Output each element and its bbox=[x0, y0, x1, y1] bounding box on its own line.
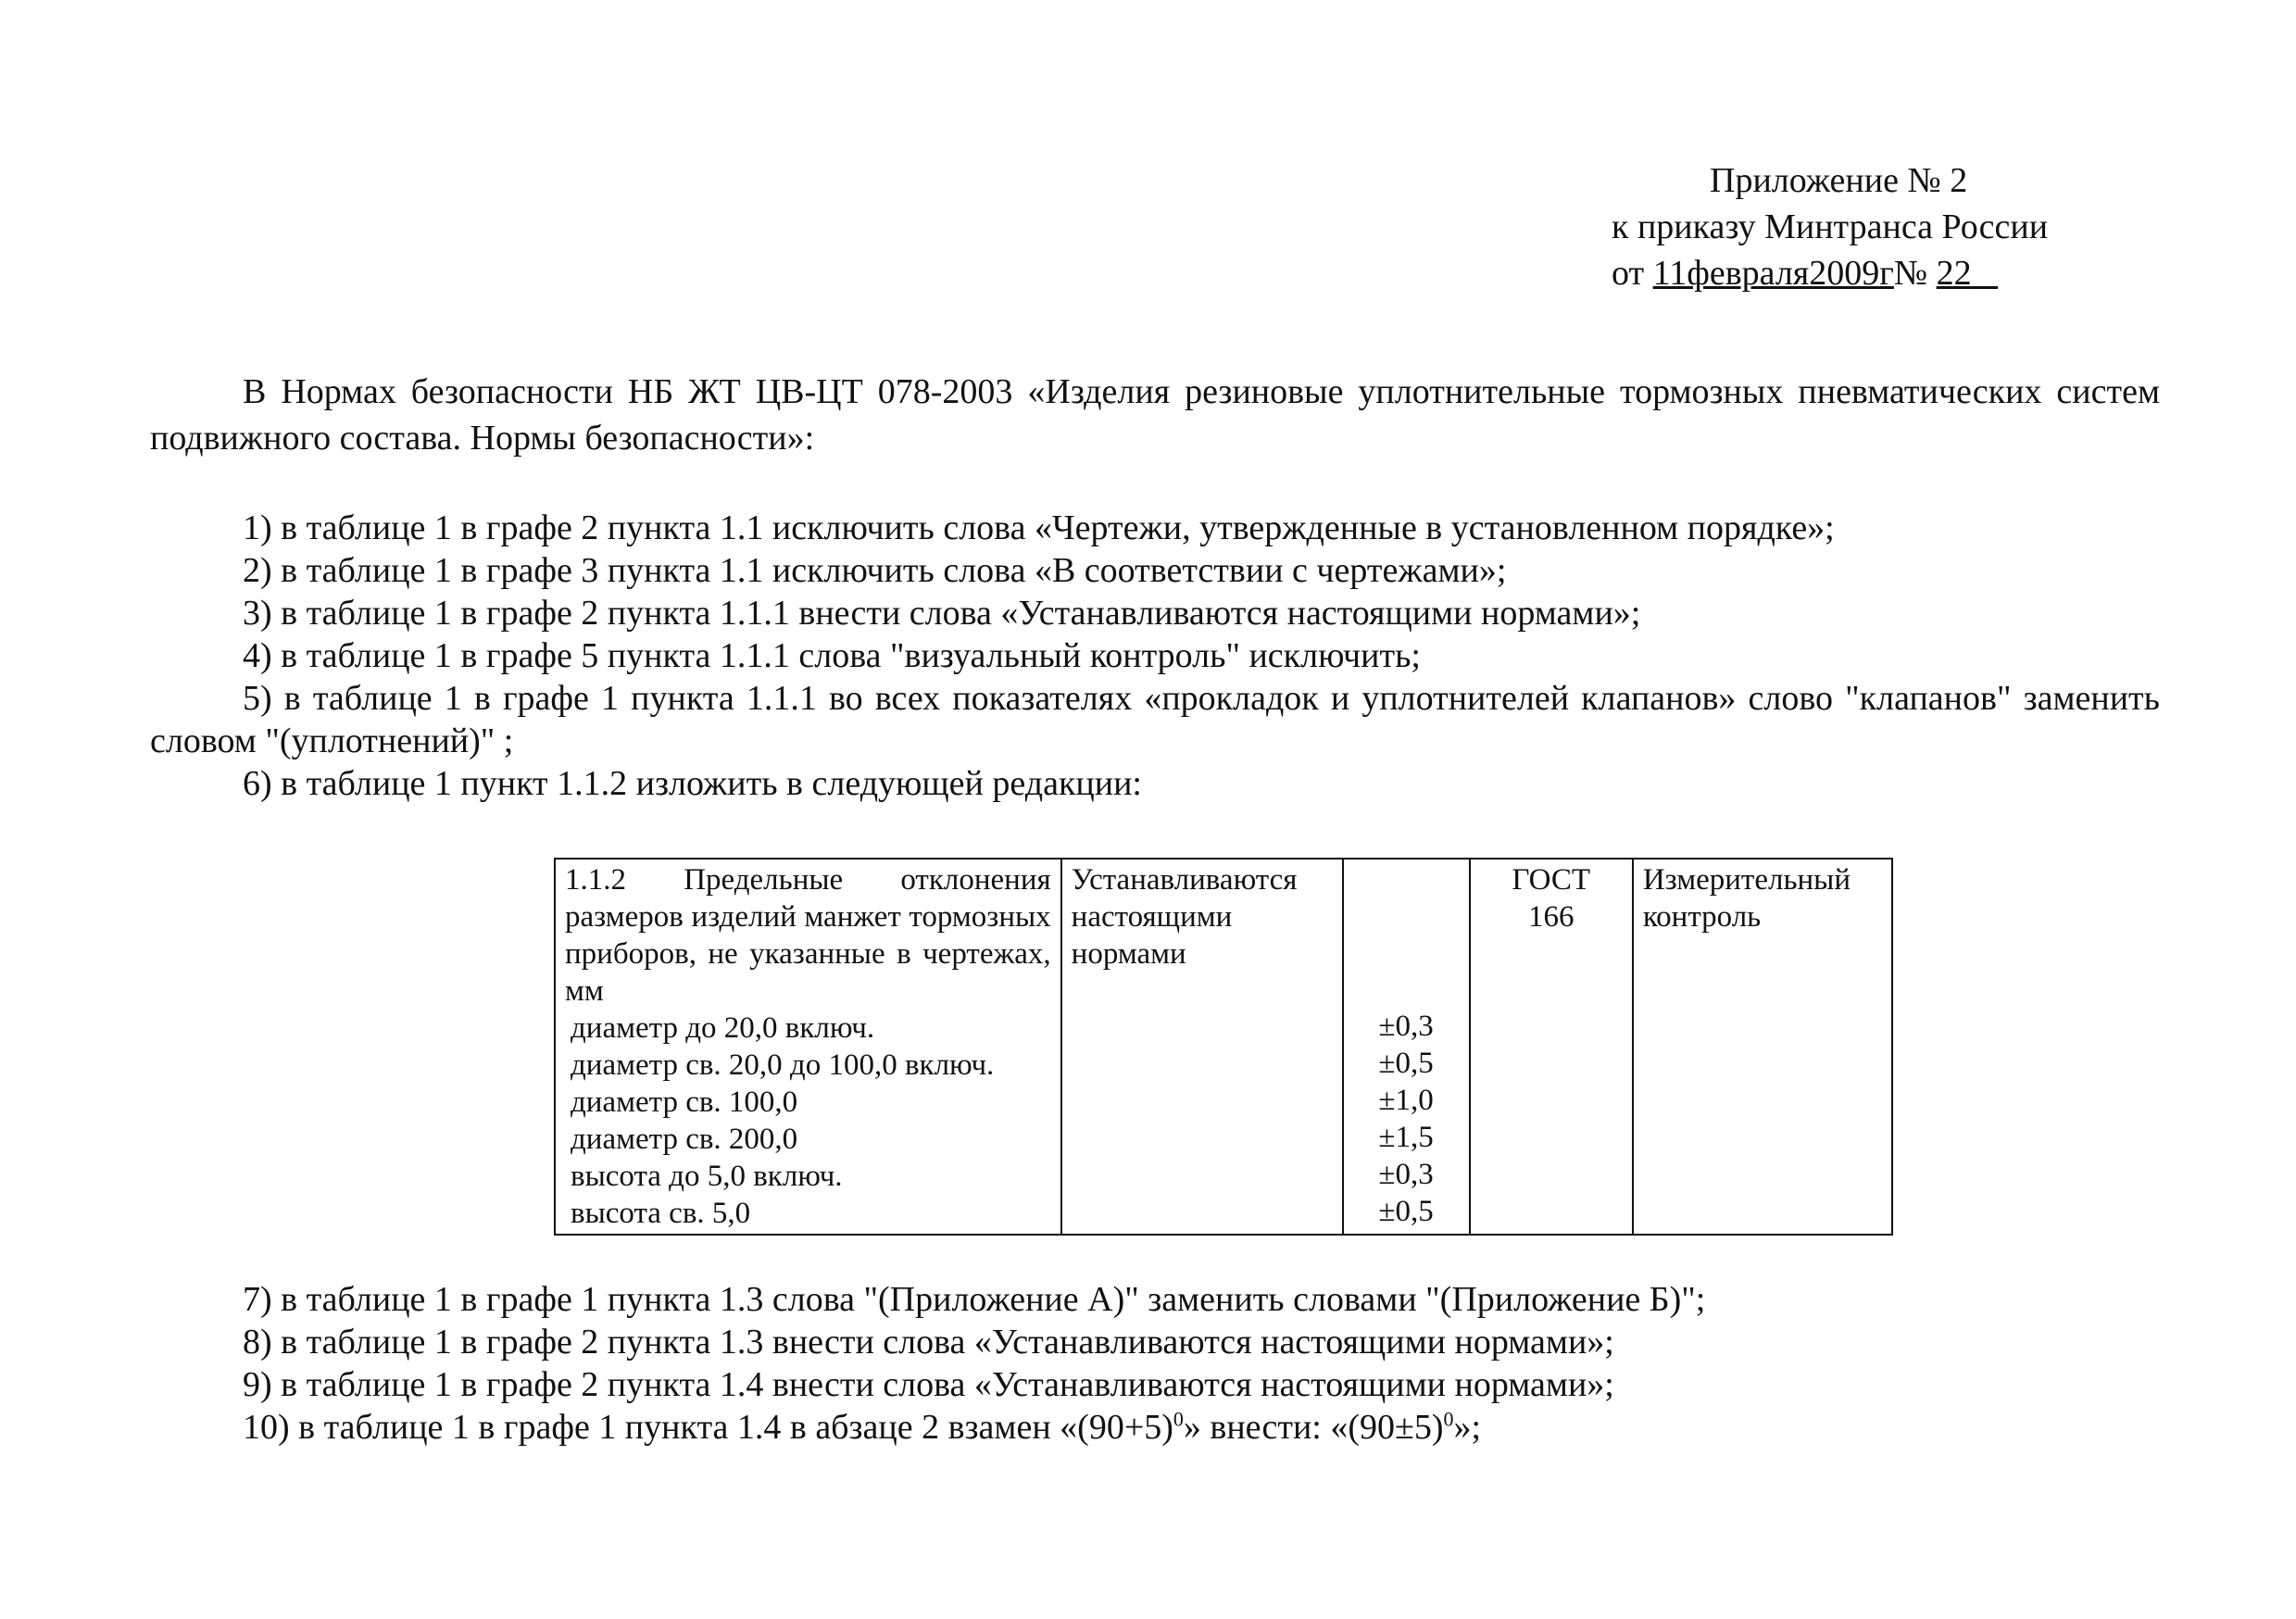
amendment-list bbox=[150, 507, 2160, 805]
list-item: 8) в таблице 1 в графе 2 пункта 1.3 внести слова «Устанавливаются настоящими нормами»; bbox=[243, 1323, 1614, 1362]
indicator-row: диаметр св. 200,0 bbox=[571, 1123, 798, 1156]
indicator-row: диаметр до 20,0 включ. bbox=[571, 1011, 875, 1045]
appendix-number: Приложение № 2 bbox=[1710, 161, 1968, 200]
list-item-10: 10) в таблице 1 в графе 1 пункта 1.4 в абзаце 2 взамен «$(90+5)^0$» внести: «$(90\pm 5)^0$»; bbox=[243, 1407, 1482, 1447]
date-prefix: от bbox=[1612, 254, 1653, 293]
list-item: 5) в таблице 1 в графе 1 пункта 1.1.1 во всех показателях «прокладок и уплотнителей клапанов» слово "клапанов" заменить словом "(уплотнений)" ; bbox=[150, 679, 2160, 760]
indicator-row: диаметр св. 20,0 до 100,0 включ. bbox=[571, 1048, 995, 1082]
list-item: 1) в таблице 1 в графе 2 пункта 1.1 исключить слова «Чертежи, утвержденные в установленном порядке»; bbox=[243, 508, 1835, 547]
standard-number: 166 bbox=[1527, 900, 1575, 934]
tolerance-value: ±1,5 bbox=[1378, 1121, 1434, 1154]
order-number: 22 bbox=[1936, 254, 1972, 293]
table-cell-tolerance bbox=[1343, 859, 1470, 1235]
order-date: 11февраля2009г bbox=[1652, 254, 1894, 293]
indicator-row: высота до 5,0 включ. bbox=[571, 1160, 843, 1193]
table-cell-control-method: Измерительный контроль bbox=[1633, 859, 1892, 1235]
list-item: 3) в таблице 1 в графе 2 пункта 1.1.1 внести слова «Устанавливаются настоящими нормами»; bbox=[243, 594, 1641, 633]
intro-paragraph: В Нормах безопасности НБ ЖТ ЦВ-ЦТ 078-2003 «Изделия резиновые уплотнительные тормозных пневматических систем подвижного состава. Нормы безопасности»: bbox=[150, 372, 2160, 458]
tolerance-value: ±1,0 bbox=[1378, 1084, 1434, 1117]
list-item: 6) в таблице 1 пункт 1.1.2 изложить в следующей редакции: bbox=[243, 764, 1142, 803]
standard-name: ГОСТ bbox=[1512, 863, 1591, 897]
order-number-label: № bbox=[1893, 254, 1937, 293]
order-date-line bbox=[1575, 250, 2093, 296]
amendment-list-continued bbox=[150, 1278, 2160, 1449]
list-item: 2) в таблице 1 в графе 3 пункта 1.1 исключить слова «В соответствии с чертежами»; bbox=[243, 551, 1507, 590]
tolerance-value: ±0,5 bbox=[1378, 1195, 1434, 1228]
table-cell-standard bbox=[1470, 859, 1633, 1235]
indicator-row: высота св. 5,0 bbox=[571, 1197, 751, 1230]
table-cell-requirement: Устанавливаются настоящими нормами bbox=[1061, 859, 1343, 1235]
indicator-title: 1.1.2 Предельные отклонения размеров изделий манжет тормозных приборов, не указанные в чертежах, мм bbox=[565, 863, 1051, 1008]
table-row bbox=[555, 859, 1892, 1235]
indicator-row: диаметр св. 100,0 bbox=[571, 1086, 798, 1119]
tolerance-value: ±0,3 bbox=[1378, 1158, 1434, 1191]
appendix-header bbox=[1575, 157, 2093, 296]
tolerance-value: ±0,5 bbox=[1378, 1047, 1434, 1080]
list-item: 9) в таблице 1 в графе 2 пункта 1.4 внести слова «Устанавливаются настоящими нормами»; bbox=[243, 1365, 1614, 1404]
tolerance-table bbox=[554, 858, 1893, 1236]
tolerance-value: ±0,3 bbox=[1378, 1010, 1434, 1043]
order-reference: к приказу Минтранса России bbox=[1612, 207, 2049, 246]
list-item: 7) в таблице 1 в графе 1 пункта 1.3 слова "(Приложение А)" заменить словами "(Приложение Б)"; bbox=[243, 1280, 1706, 1319]
list-item: 4) в таблице 1 в графе 5 пункта 1.1.1 слова "визуальный контроль" исключить; bbox=[243, 636, 1421, 675]
table-cell-indicator bbox=[555, 859, 1061, 1235]
